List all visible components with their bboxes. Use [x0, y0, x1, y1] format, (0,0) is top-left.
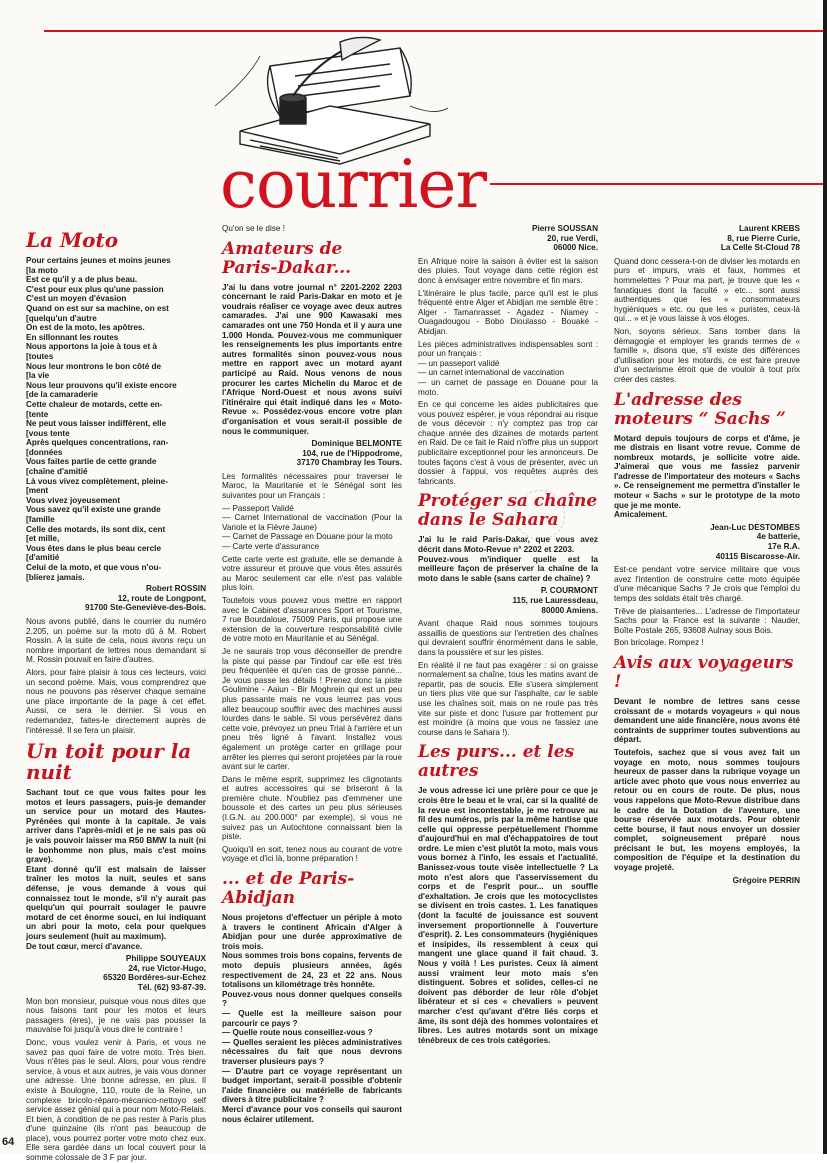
signature: Grégoire PERRIN: [732, 875, 800, 885]
reply-paragraph: Dans le même esprit, supprimez les clignotants et autres accessoires qui se briseront à la première chute. N'oubliez pas d'emmener une boussole et des cartes un peu plus sérieuses (I.G.N. au 200.000° par exemple), si vous ne suivez pas un Autochtone connaissant bien la piste.: [222, 774, 402, 842]
column-2: [222, 224, 402, 1134]
letter: Je vous adresse ici une prière pour ce que je crois être le beau et le vrai, car si la qualité de la revue est incontestable, je me retrouve au fil des numéros, pris par la même hantise que celle qui oppresse perpétuellement l'homme d'aujourd'hui en mal d'échappatoires de tout ordre. Le mien c'est plutôt la moto, mais vous vous bornez à l'info, les essais et l'actualité. Banissez-vous toute visée intellectuelle ? La moto n'est alors que l'asservissement du corps et de l'esprit pour... un souffle d'exhaltation. Je crois que les motocyclistes se divisent en trois castes. 1. Les fanatiques (dont la faculté de jouissance est souvent inversement proportionnelle à l'ouverture d'esprit). 2. Les consommateurs (hygiéniques et insipides, ils ressemblent à ceux qui mangent une glace quand il fait chaud. 3. Nous y voilà ! Les puristes. Ceux là aiment aussi vraiment leur moto mais s'en distinguent. Sobres et solides, celles-ci ne doivent pas déborder de leur rôle d'objet libérateur et si ces « chevaliers » peuvent marcher c'est qu'avant d'être liés corps et âme, ils sont déjà des hommes volontaires et libres. Les autres motards sont un mixage ténébreux de ces trois catégories.: [418, 786, 598, 1045]
signature: Philippe SOUYEAUX 24, rue Victor-Hugo, 65320 Bordères-sur-Echez Tél. (62) 93-87-39.: [103, 954, 206, 992]
reply-paragraph: En Afrique noire la saison à éviter est la saison des pluies. Tout voyage dans cette région est donc à envisager entre novembre et fin mars.: [418, 256, 598, 285]
reply-paragraph: Non, soyons sérieux. Sans tomber dans la démagogie et employer les grands termes de « famille », disons que, s'il existe des différences d'utilisation pour les motards, ce est faire preuve d'un sectarisme étroit que de vouloir à tout prix créer des castes.: [614, 326, 800, 384]
headline-amateurs: Amateurs de Paris-Dakar...: [222, 238, 352, 278]
reply-paragraph: Cette carte verte est gratuite, elle se demande à votre assureur et prouve que vous êtes assurés au Maroc seulement car elle n'est pas valable plus loin.: [222, 554, 402, 593]
letter: Motard depuis toujours de corps et d'âme, je me distrais en lisant votre revue. Comme de nombreux motards, je sollicite votre aide. J'aimerai que vous me fassiez parvenir l'adresse de l'importateur des moteurs « Sachs ». Ce renseignement me permettra d'installer le moteur « Sachs » sur le prototype de la moto que je me monte. Amicalement.: [614, 433, 800, 520]
signature: Dominique BELMONTE 104, rue de l'Hippodrome, 37170 Chambray les Tours.: [296, 439, 402, 468]
reply-paragraph: Les pièces administratives indispensables sont : pour un français : — un passeport validé — un carnet international de vaccination — un carnet de passage en Douane pour la moto.: [418, 339, 598, 397]
notice-paragraph: Toutefois, sachez que si vous avez fait un voyage en moto, nous sommes toujours heureux de passer dans la rubrique voyage un article avec photo que vous nous enverriez au retour ou en cours de route. De plus, nous vous rappelons que Moto-Revue distribue dans le cadre de la Dotation de l'aventure, une bourse réservée aux motards. Pour obtenir cette bourse, il faut nous envoyer un dossier complet, soigneusement préparé nous précisant le but, les moyens employés, la composition de l'équipe et la destination du voyage projeté.: [614, 747, 800, 873]
notice-paragraph: Devant le nombre de lettres sans cesse croissant de « motards voyageurs » qui nous demandent une aide financière, nous avons été contraints de supprimer toutes subventions au départ.: [614, 696, 800, 745]
reply-paragraph: Avant chaque Raid nous sommes toujours assaillis de questions sur l'entretien des chaînes qui devraient souffrir énormément dans le sable, dans la poussière et sur les pistes.: [418, 619, 598, 657]
column-1: [26, 224, 206, 1163]
headline-la-moto: La Moto: [26, 228, 119, 252]
reply-paragraph: Donc, vous voulez venir à Paris, et vous ne savez pas quoi faire de votre moto. Très bien. Vous n'êtes pas le seul. Alors, pour vous rendre service, à vous et aux autres, je vais vous donner une adresse. Une bonne adresse, en plus. Il existe à Boulogne, 110, route de la Reine, un complexe bricolo-réparo-mécanico-nettoyo self service assez génial qui a pour nom Moto-Relais. Et bien, à condition de ne pas rester à Paris plus d'une quinzaine (ils n'ont pas beaucoup de place), vous pourrez porter votre moto chez eux. Elle sera gardée dans un local couvert pour la somme colossale de 3 F par jour.: [26, 1037, 206, 1163]
headline-un-toit: Un toit pour la nuit: [26, 739, 192, 785]
reply-paragraph: Quand donc cessera-t-on de diviser les motards en purs et impurs, vrais et faux, hommes et hommelettes ? Pour ma part, je trouve que les « fanatiques dont la faculté » etc... sont aussi authentiques que les « consommateurs hygiéniques » etc. ou que les « puristes, ceux-là qui... » et je vous laisse à vos éloges.: [614, 256, 800, 324]
quill-inkwell-books-icon: [210, 36, 450, 164]
reply-paragraph: Alors, pour faire plaisir à tous ces lecteurs, voici un second poème. Mais, vous comprendrez que nous ne pouvons pas réserver chaque semaine une place importante de la page à cet effet. Aussi, ce sera le dernier. Si vous en redemandez, faites-le directement auprès de l'intéressé. Il se fera un plaisir.: [26, 667, 206, 735]
reply-paragraph: Les formalités nécessaires pour traverser le Maroc, la Mauritanie et le Sénégal sont les suivantes pour un Français :: [222, 471, 402, 501]
headline-abidjan: ... et de Paris-Abidjan: [222, 869, 355, 909]
signature: Jean-Luc DESTOMBES 4e batterie, 17e R.A. 40115 Biscarosse-Air.: [710, 522, 800, 561]
letter: Sachant tout ce que vous faites pour les motos et leurs passagers, puis-je demander un service pour un motard des Hautes-Pyrénées qui monte à la capitale. Je vais arriver dans l'après-midi et je ne sais pas où je vais pouvoir laisser ma R50 BMW la nuit (ni le bonhomme non plus, mais c'est moins grave). Etant donné qu'il est malsain de laisser traîner les motos la nuit, seules et sans défense, je vous demande à vous qui connaissez tout le monde, s'il n'y aurait pas quelqu'un qui pourrait soulager le pauvre motard de cet énorme souci, en lui indiquant un abri pour la moto, cela pour quelques jours seulement (huit au maximum). De tout cœur, merci d'avance.: [26, 788, 206, 951]
letter: Nous projetons d'effectuer un périple à moto à travers le continent Africain d'Alger à Abidjan pour une durée approximative de trois mois. Nous sommes trois bons copains, fervents de moto depuis plusieurs années, âgés respectivement de 24, 23 et 22 ans. Nous totalisons un kilométrage très honnête. Pouvez-vous nous donner quelques conseils ? — Quelle est la meilleure saison pour parcourir ce pays ? — Quelle route nous conseillez-vous ? — Quelles seraient les pièces administratives nécessaires du fait que nous devrons traverser plusieurs pays ? — D'autre part ce voyage représentant un budget important, serait-il possible d'obtenir l'aide financière ou matérielle de fabricants divers à titre publicitaire ? Merci d'avance pour vos conseils qui sauront nous éclairer utilement.: [222, 913, 402, 1124]
letter: J'ai lu dans votre journal n° 2201-2202 2203 concernant le raid Paris-Dakar en moto et je voudrais réaliser ce voyage avec deux autres camarades. J'ai une 900 Kawasaki mes camarades ont une 750 Honda et il y aura une 1.000 Honda. Pouvez-vous me communiquer les renseignements les plus importants entre autres formalités sinon pouvez-vous nous mettre en rapport avec un motard ayant participé au Raid. Nous venons de nous procurer les cartes Michelin du Maroc et de l'Afrique Nord-Ouest et nous avons suivi l'itinéraire qui était indiqué dans les « Moto-Revue ». Possédez-vous encore votre plan d'organisation et vous serait-il possible de nous le communiquer.: [222, 282, 402, 436]
reply-paragraph: Je ne saurais trop vous déconseiller de prendre la piste qui passe par Tindouf car elle est très peu fréquentée et qu'en cas de grosse panne... Je vous passe les détails ! Prenez donc la piste Goulimine - Aaiun - Bir Moghrein qui est un peu plus passante mais ne vous leurrez pas vous allez beaucoup souffrir avec des machines aussi lourdes dans le sable. Si vous persévérez dans cette voie, prévoyez un pneu Trial à l'arrière et un pneu très ligné à l'avant. Installez vous également un protège carter en grillage pour arrêter les pierres qui seront projetées par la roue avant sur le carter.: [222, 646, 402, 772]
headline-purs: Les purs... et les autres: [418, 742, 575, 782]
signature: Laurent KREBS 8, rue Pierre Curie, La Celle St-Cloud 78: [720, 224, 800, 253]
headline-avis: Avis aux voyageurs !: [614, 652, 794, 692]
letter: J'ai lu le raid Paris-Dakar, que vous avez décrit dans Moto-Revue n° 2202 et 2203. Pouvez-vous m'indiquer quelle est la meilleure façon de préserver la chaîne de la moto dans le sable (sans carter de chaîne) ?: [418, 535, 598, 583]
page-title: courrier: [220, 146, 487, 223]
reply-paragraph: Est-ce pendant votre service militaire que vous avez l'intention de construire cette moto équipée d'une mécanique Sachs ? Je crois que l'emploi du temps des soldats était très chargé.: [614, 565, 800, 603]
column-4: [614, 224, 800, 1134]
signature: P. COURMONT 115, rue Lauressdeau, 80000 Amiens.: [512, 586, 598, 615]
reply-paragraph: — Passeport Validé — Carnet International de vaccination (Pour la Variole et la Fièvre Jaune) — Carnet de Passage en Douane pour la moto — Carte verte d'assurance: [222, 503, 402, 552]
binding-edge: [823, 0, 827, 1154]
reply-paragraph: Mon bon monsieur, puisque vous nous dites que nous faisons tant pour les motos et leurs passagers (ères), je ne vais pas pousser la mauvaise foi jusqu'à vous dire le contraire !: [26, 996, 206, 1035]
reply-paragraph: Qu'on se le dise !: [222, 224, 286, 233]
reply-paragraph: L'itinéraire le plus facile, parce qu'il est le plus fréquenté entre Alger et Abidjan me semble être : Alger - Tamanrasset - Agadez - Niamey - Ouagadougou - Bobo Dioulasso - Bouaké - Abidjan.: [418, 288, 598, 336]
column-3: [418, 224, 598, 1134]
title-red-rule: [490, 183, 827, 185]
reply-paragraph: Nous avons publié, dans le courrier du numéro 2.205, un poème sur la moto dû à M. Robert Rossin. A la suite de cela, nous avons reçu un nombre important de lettres nous demandant si M. Rossin pouvait en faire d'autres.: [26, 616, 206, 665]
reply-paragraph: Toutefois vous pouvez vous mettre en rapport avec le Cabinet d'assurances Sport et Tourisme, 7 rue Bourdaloue, 75009 Paris, qui propose une extension de la couverture responsabilité civile de votre moto en Mauritanie et au Sénégal.: [222, 596, 402, 644]
reply-paragraph: Trêve de plaisanteries... L'adresse de l'importateur Sachs pour la France est la suivante : Nauder, Boîte Postale 265, 93608 Aulnay sous Bois.: [614, 606, 800, 635]
headline-sachs: L'adresse des moteurs “ Sachs ”: [614, 389, 786, 429]
poem: Pour certains jeunes et moins jeunes [la moto Est ce qu'il y a de plus beau. C'est pour eux plus qu'une passion C'est un moyen d'évasion Quand on est sur sa machine, on est [quelqu'un d'autre On est de la moto, les apôtres. En sillonnant les routes Nous apportons la joie à tous et à [toutes Nous leur montrons le bon côté de [la vie Nous leur prouvons qu'il existe encore [de la camaraderie Cette chaleur de motards, cette en- [tente Ne peut vous laisser indifférent, elle [vous tente Après quelques concentrations, ran- [données Vous faites partie de cette grande [chaîne d'amitié Là vous vivez complètement, pleine- [ment Vous vivez joyeusement Vous savez qu'il existe une grande [famille Celle des motards, ils sont dix, cent [et mille, Vous êtes dans le plus beau cercle [d'amitié Celui de la moto, et que vous n'ou- [blierez jamais.: [26, 256, 177, 582]
top-red-rule: [44, 30, 827, 32]
reply-paragraph: En réalité il ne faut pas exagérer : si on graisse normalement sa chaîne, tous les matins avant de repartir, pas de soucis. Elle s'usera simplement un tiers plus vite que sur l'asphalte, car le sable use les chaînes soit, mais on ne roule pas très vite sur piste et donc l'usure par frottement pur est moindre (à moins que vous ne fassiez une course dans le Sahara !).: [418, 660, 598, 737]
reply-paragraph: Bon bricolage. Rompez !: [614, 638, 704, 648]
reply-paragraph: Quoiqu'il en soit, tenez nous au courant de votre voyage et d'ici là, bonne préparation !: [222, 844, 402, 864]
headline-chaine: Protéger sa chaîne dans le Sahara: [418, 491, 598, 531]
page-number: 64: [2, 1136, 15, 1148]
reply-paragraph: En ce qui concerne les aides publicitaires que vous pouvez espérer, je vous répondrai au risque de vous décevoir : n'y comptez pas trop car chaque année des dizaines de motards partent en Raid. De ce fait le Raid n'offre plus un support publicitaire exceptionnel pour les annonceurs. De toutes façons c'est à vous de présenter, avec un dossier à l'appui, vos requêtes auprès des fabricants.: [418, 400, 598, 486]
signature: Pierre SOUSSAN 20, rue Verdi, 06000 Nice.: [532, 224, 598, 253]
signature: Robert ROSSIN 12, route de Longpont, 91700 Ste-Geneviève-des-Bois.: [84, 584, 206, 613]
